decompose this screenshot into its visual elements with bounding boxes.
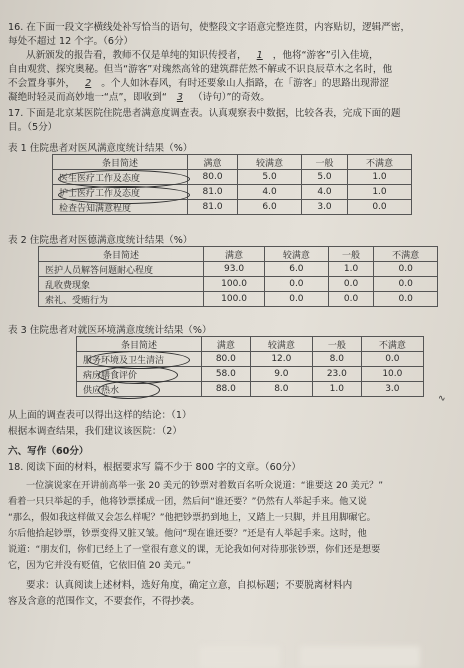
table-cell: 81.0 xyxy=(188,185,238,200)
table3-header: 条目简述 xyxy=(77,337,202,352)
table3-header: 不满意 xyxy=(361,337,423,352)
table1-header: 不满意 xyxy=(348,155,412,170)
table-cell: 10.0 xyxy=(361,367,423,382)
table1-header: 条目简述 xyxy=(53,155,188,170)
table-cell: 0.0 xyxy=(328,277,374,292)
table-cell: 1.0 xyxy=(348,185,412,200)
table-cell: 5.0 xyxy=(238,170,302,185)
q16-line6a: 凝绝时轻灵而高妙地一“点”，即收到“ xyxy=(8,92,167,103)
table-cell: 6.0 xyxy=(265,262,329,277)
table-cell: 索礼、受贿行为 xyxy=(39,292,204,307)
conclusion-line1: 从上面的调查表可以得出这样的结论：（1） xyxy=(8,410,192,421)
q16-line2: 每处不超过 12 个字。（6分） xyxy=(8,36,134,47)
q16-blank3: 3 xyxy=(176,92,183,103)
table-cell: 88.0 xyxy=(202,382,251,397)
table1-header: 一般 xyxy=(302,155,348,170)
table-row xyxy=(39,292,438,307)
table3-header-row xyxy=(77,337,424,352)
table2-header: 条目简述 xyxy=(39,247,204,262)
q16-line3b: ，他将“游客”引入佳境， xyxy=(272,50,379,61)
q16-line4: 自由观赏、探究奥秘。但当“游客”对瑰然高耸的建筑群茫然不解或不识良辰草木之名时，他 xyxy=(8,64,393,75)
table-row xyxy=(39,262,438,277)
table-cell: 服务环境及卫生清洁 xyxy=(77,352,202,367)
q16-line5b: 。个人如沐春风，有时还要象山人指路，在「游客」的思路出现滞涩 xyxy=(101,78,390,89)
table-cell: 58.0 xyxy=(202,367,251,382)
q16-blank1: 1 xyxy=(256,50,263,61)
table-cell: 0.0 xyxy=(361,352,423,367)
material-p4: 尔后他拾起钞票，钞票变得又脏又皱。他问“现在谁还要？”还是有人举起手来。这时，他 xyxy=(8,528,367,539)
table-cell: 0.0 xyxy=(374,262,438,277)
table-cell: 0.0 xyxy=(328,292,374,307)
q17-line2: 目。（5分） xyxy=(8,122,58,133)
table1-header-row xyxy=(53,155,412,170)
blurred-patch xyxy=(300,646,420,668)
table-cell: 81.0 xyxy=(188,200,238,215)
table-row xyxy=(39,277,438,292)
q16-line5a: 不会置身事外， xyxy=(8,78,76,89)
table-cell: 80.0 xyxy=(202,352,251,367)
table-cell: 医护人员解答问题耐心程度 xyxy=(39,262,204,277)
table-cell: 80.0 xyxy=(188,170,238,185)
table2-header: 满意 xyxy=(204,247,265,262)
table2-caption: 表 2 住院患者对医德满意度统计结果（%） xyxy=(8,235,193,246)
table-cell: 23.0 xyxy=(312,367,361,382)
material-p3: “那么，假如我这样做又会怎么样呢？”他把钞票扔到地上，又踏上一只脚，并且用脚碾它。 xyxy=(8,512,376,523)
table-cell: 0.0 xyxy=(374,292,438,307)
table2-header: 一般 xyxy=(328,247,374,262)
section6-title: 六、写作（60分） xyxy=(8,446,89,457)
table-cell: 6.0 xyxy=(238,200,302,215)
table-cell: 1.0 xyxy=(328,262,374,277)
table-cell: 8.0 xyxy=(250,382,312,397)
q16-line5 xyxy=(8,78,389,90)
table-cell: 检查告知满意程度 xyxy=(53,200,188,215)
material-p6: 它，因为它并没有贬值，它依旧值 20 美元。” xyxy=(8,560,192,571)
table-cell: 5.0 xyxy=(302,170,348,185)
q16-line3a: 从新颁发的报告看，教师不仅是单纯的知识传授者， xyxy=(26,50,247,61)
material-p1: 一位演说家在开讲前高举一张 20 美元的钞票对着数百名听众说道：“谁要这 20 美元？” xyxy=(26,480,383,491)
table-cell: 医生医疗工作及态度 xyxy=(53,170,188,185)
table-cell: 4.0 xyxy=(238,185,302,200)
table3-header: 满意 xyxy=(202,337,251,352)
table3-header: 一般 xyxy=(312,337,361,352)
pen-circle-mark xyxy=(98,381,160,399)
table3-caption: 表 3 住院患者对就医环境满意度统计结果（%） xyxy=(8,325,212,336)
q16-line6b: （诗句）”的奇效。 xyxy=(192,92,270,103)
margin-scribble-icon: ∿ xyxy=(438,394,446,404)
q16-line3 xyxy=(26,50,379,62)
blurred-patch xyxy=(200,646,280,668)
table-cell: 93.0 xyxy=(204,262,265,277)
table-cell: 0.0 xyxy=(265,277,329,292)
conclusion-line2: 根据本调查结果，我们建议该医院：（2） xyxy=(8,426,182,437)
table-cell: 3.0 xyxy=(361,382,423,397)
table-cell: 8.0 xyxy=(312,352,361,367)
table-cell: 乱收费现象 xyxy=(39,277,204,292)
pen-circle-mark xyxy=(58,186,190,204)
table1-caption: 表 1 住院患者对医风满意度统计结果（%） xyxy=(8,143,193,154)
material-p5: 说道：“朋友们，你们已经上了一堂很有意义的课，无论我如何对待那张钞票，你们还是想要 xyxy=(8,544,381,555)
q16-blank2: 2 xyxy=(85,78,92,89)
table1-header: 满意 xyxy=(188,155,238,170)
table1-header: 较满意 xyxy=(238,155,302,170)
requirement-line2: 容及含意的范围作文，不要套作，不得抄袭。 xyxy=(8,596,200,607)
q18-line1: 18. 阅读下面的材料，根据要求写 篇不少于 800 字的文章。（60分） xyxy=(8,462,302,473)
table-cell: 9.0 xyxy=(250,367,312,382)
table2-header: 较满意 xyxy=(265,247,329,262)
table-cell: 12.0 xyxy=(250,352,312,367)
table-cell: 4.0 xyxy=(302,185,348,200)
table-cell: 1.0 xyxy=(312,382,361,397)
q16-line6 xyxy=(8,92,270,104)
q16-line1: 16. 在下面一段文字横线处补写恰当的语句，使整段文字语意完整连贯，内容贴切，逻辑严密， xyxy=(8,22,411,33)
table-cell: 0.0 xyxy=(348,200,412,215)
q17-line1: 17. 下面是北京某医院住院患者满意度调查表。认真观察表中数据，比较各表，完成下面的题 xyxy=(8,108,401,119)
table-cell: 0.0 xyxy=(374,277,438,292)
table-cell: 100.0 xyxy=(204,277,265,292)
table-cell: 0.0 xyxy=(265,292,329,307)
table3-header: 较满意 xyxy=(250,337,312,352)
table2 xyxy=(38,246,438,307)
table-cell: 100.0 xyxy=(204,292,265,307)
table-cell: 护士医疗工作及态度 xyxy=(53,185,188,200)
table2-header-row xyxy=(39,247,438,262)
table-cell: 供应热水 xyxy=(77,382,202,397)
material-p2: 看着一只只举起的手，他将钞票揉成一团，然后问“谁还要？”仍然有人举起手来。他又说 xyxy=(8,496,367,507)
table2-header: 不满意 xyxy=(374,247,438,262)
requirement-line1: 要求：认真阅读上述材料，选好角度，确定立意，自拟标题；不要脱离材料内 xyxy=(26,580,353,591)
table-cell: 病房膳食评价 xyxy=(77,367,202,382)
table-cell: 1.0 xyxy=(348,170,412,185)
table-cell: 3.0 xyxy=(302,200,348,215)
